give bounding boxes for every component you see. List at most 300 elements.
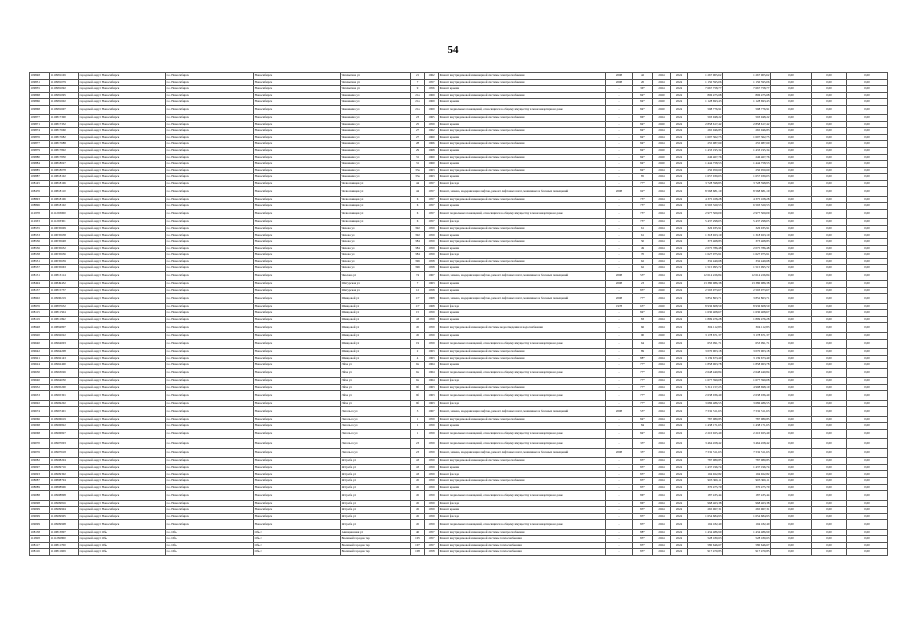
cell-year: 1959 [425,471,439,478]
cell-z2: 0,00 [812,355,847,362]
cell-okrug: городской округ Новосибирск [79,484,166,491]
cell-work: Ремонт внутридомовой инженерной системы электроснабжения [439,79,606,86]
cell-district: Новосибирск [254,391,341,401]
cell-year: 1959 [425,252,439,259]
cell-street: Ястреба ул [341,513,411,520]
cell-y2: 2024 [671,79,688,86]
cell-street: Чехова ул [341,225,411,232]
cell-house: 19 [411,339,425,349]
cell-house: 45 [411,478,425,485]
cell-id: 108896 [30,203,50,210]
cell-y1: 2024 [653,400,671,407]
cell-district: Новосибирск [254,287,341,294]
cell-g2: 75* [633,196,653,203]
cell-house: 1 [411,429,425,439]
cell-z2: 0,00 [812,378,847,385]
cell-code: 1110818078 [50,167,79,174]
cell-g1: 2008 [606,281,633,288]
cell-g1: - [606,323,633,333]
cell-g2: 62 [633,258,653,265]
cell-city: г.о. Новосибирск [166,73,254,80]
cell-okrug: городской округ Новосибирск [79,507,166,514]
table-row [30,209,888,219]
cell-code: 1110909302 [50,471,79,478]
cell-code: 1110963026 [50,368,79,378]
cell-house: 23 [411,115,425,122]
table-body [30,73,888,556]
cell-work: Ремонт подвальных помещений, относящихся к общему имуществу в многоквартирном доме [439,429,606,439]
cell-cost2: 332 449,68 [723,258,771,265]
cell-id: 108557 [30,265,50,272]
cell-work: Ремонт фасада [439,471,606,478]
cell-z1: 0,00 [771,513,812,520]
cell-z1: 0,00 [771,339,812,349]
cell-code: 1110035663 [50,265,79,272]
cell-cost: 1 434 486,99 [688,529,723,536]
cell-z2: 0,00 [812,265,847,272]
cell-district: Новосибирск [254,252,341,259]
cell-y1: 2024 [653,79,671,86]
cell-district: Новосибирск [254,484,341,491]
cell-g1: - [606,458,633,465]
cell-z2: 0,00 [812,471,847,478]
cell-cost: 1 697 362,75 [688,134,723,141]
cell-z2: 0,00 [812,180,847,187]
cell-id: 108157 [30,287,50,294]
cell-y2: 2024 [671,232,688,239]
cell-g1: - [606,167,633,174]
cell-id: 109868 [30,92,50,99]
cell-street: Чаплыгина ул [341,73,411,80]
cell-city: г.о. Новосибирск [166,219,254,226]
cell-street: Чеканкина ул [341,99,411,106]
cell-y2: 2024 [671,147,688,154]
cell-cost2: 304 112,83 [723,323,771,333]
cell-y2: 2024 [671,542,688,549]
cell-id: 109877 [30,115,50,122]
cell-y1: 2024 [653,484,671,491]
cell-house: 7 [411,79,425,86]
cell-house: 9б [411,391,425,401]
cell-work: Ремонт подвальных помещений, относящихся к общему имуществу в многоквартирном доме [439,209,606,219]
cell-okrug: городской округ Новосибирск [79,384,166,391]
cell-z3: 0,00 [847,141,888,148]
cell-g1: - [606,478,633,485]
cell-cost: 806 475,68 [688,92,723,99]
cell-street: Челюскинцев ул [341,219,411,226]
cell-house: 9 [411,86,425,93]
cell-z3: 0,00 [847,225,888,232]
cell-okrug: городской округ Новосибирск [79,423,166,430]
cell-district: Новосибирск [254,232,341,239]
cell-g1: - [606,368,633,378]
cell-work: Ремонт, замена, модернизация лифтов, ремонт лифтовых шахт, машинных и блочных помещений [439,407,606,417]
cell-y1: 2024 [653,378,671,385]
cell-street: Челюскинцев ул [341,209,411,219]
cell-street: Эйхе ул [341,384,411,391]
cell-g2: 85* [633,478,653,485]
cell-code: 1110815737 [50,287,79,294]
cell-z3: 0,00 [847,423,888,430]
cell-code: 1111293301 [50,219,79,226]
cell-id: 109866 [30,99,50,106]
cell-y2: 2024 [671,141,688,148]
cell-z2: 0,00 [812,86,847,93]
cell-z2: 0,00 [812,529,847,536]
cell-y2: 2024 [671,203,688,210]
cell-z2: 0,00 [812,147,847,154]
cell-z3: 0,00 [847,219,888,226]
table-row [30,549,888,556]
cell-okrug: городской округ Новосибирск [79,134,166,141]
cell-g1: - [606,529,633,536]
cell-y1: 2024 [653,458,671,465]
cell-cost: 1 899 476,28 [688,316,723,323]
cell-work: Ремонт крыши [439,316,606,323]
cell-g2: 77* [633,180,653,187]
cell-okrug: городской округ Новосибирск [79,92,166,99]
cell-z3: 0,00 [847,271,888,281]
cell-z2: 0,00 [812,500,847,507]
cell-g2: 85* [633,542,653,549]
cell-code: 1110894807 [50,323,79,333]
cell-cost2: 903 366,11 [723,478,771,485]
cell-work: Ремонт внутридомовой инженерной системы электроснабжения [439,92,606,99]
cell-cost2: 598 776,91 [723,105,771,115]
cell-street: Эйхе ул [341,400,411,407]
cell-cost: 12 614 226,84 [688,271,723,281]
cell-district: Новосибирск [254,121,341,128]
cell-g1: - [606,491,633,501]
cell-z2: 0,00 [812,448,847,458]
cell-cost: 1 654 684,93 [688,513,723,520]
cell-district: Новосибирск [254,203,341,210]
cell-work: Ремонт внутридомовой инженерной системы электроснабжения [439,458,606,465]
cell-house: 1 [411,416,425,423]
cell-okrug: городской округ Новосибирск [79,265,166,272]
cell-work: Ремонт крыши [439,121,606,128]
cell-year: 1959 [425,484,439,491]
cell-year: 1959 [425,238,439,245]
cell-house: 25 [411,121,425,128]
table-row [30,520,888,530]
cell-z1: 0,00 [771,187,812,197]
cell-street: Эйхе ул [341,378,411,385]
cell-g1: - [606,536,633,543]
cell-y2: 2024 [671,128,688,135]
cell-cost: 917 470,85 [688,549,723,556]
cell-work: Ремонт внутридомовой инженерной системы теплоснабжения [439,542,606,549]
cell-district: Новосибирск [254,384,341,391]
cell-street: Энгельса ул [341,448,411,458]
cell-z3: 0,00 [847,187,888,197]
cell-code: 1110811700 [50,542,79,549]
cell-y1: 2024 [653,384,671,391]
cell-year: 1963 [425,167,439,174]
cell-okrug: городской округ Обь [79,529,166,536]
cell-street: Энгельса ул [341,416,411,423]
cell-code: 1110035656 [50,252,79,259]
cell-z2: 0,00 [812,407,847,417]
cell-work: Ремонт крыши [439,147,606,154]
cell-z1: 0,00 [771,219,812,226]
cell-id: 109099 [30,513,50,520]
cell-house: 4 [411,355,425,362]
cell-code: 1110906619 [50,416,79,423]
cell-y1: 2024 [653,141,671,148]
cell-cost2: 250 050,60 [723,167,771,174]
cell-g1: - [606,219,633,226]
table-row [30,448,888,458]
cell-y2: 2024 [671,154,688,161]
cell-y1: 2024 [653,520,671,530]
cell-district: Новосибирск [254,355,341,362]
cell-y2: 2024 [671,478,688,485]
cell-z2: 0,00 [812,310,847,317]
cell-z2: 0,00 [812,134,847,141]
cell-cost2: 2 593 973,67 [723,287,771,294]
cell-year: 1958 [425,287,439,294]
cell-id: 109640 [30,378,50,385]
cell-z3: 0,00 [847,316,888,323]
cell-house: 27 [411,128,425,135]
cell-code: 1110035659 [50,258,79,265]
cell-g2: 42 [633,73,653,80]
cell-code: 1110811504 [50,310,79,317]
cell-z2: 0,00 [812,349,847,356]
cell-year: 1959 [425,491,439,501]
cell-g2: 84* [633,310,653,317]
cell-y2: 2024 [671,287,688,294]
cell-z3: 0,00 [847,458,888,465]
cell-z2: 0,00 [812,549,847,556]
cell-city: г.о. Новосибирск [166,355,254,362]
cell-g1: - [606,115,633,122]
cell-year: 1963 [425,355,439,362]
cell-g2: 66 [633,323,653,333]
cell-z3: 0,00 [847,134,888,141]
cell-okrug: городской округ Новосибирск [79,500,166,507]
cell-year: 1968 [425,294,439,304]
cell-y1: 2024 [653,507,671,514]
cell-street: Челюскинцев ул [341,187,411,197]
cell-city: г.о. Новосибирск [166,349,254,356]
cell-y1: 2024 [653,203,671,210]
cell-code: 1110817802 [50,147,79,154]
cell-district: Новосибирск [254,225,341,232]
cell-cost2: 1 899 476,28 [723,316,771,323]
cell-g2: 84* [633,161,653,168]
cell-work: Ремонт внутридомовой инженерной системы электроснабжения [439,416,606,423]
cell-city: г.о. Новосибирск [166,258,254,265]
cell-cost2: 2 075 786,48 [723,245,771,252]
cell-cost: 968 463,38 [688,500,723,507]
cell-year: 1959 [425,232,439,239]
cell-cost: 8 568 681,19 [688,187,723,197]
cell-house: 6 [411,209,425,219]
cell-okrug: городской округ Новосибирск [79,349,166,356]
cell-city: г.о. Новосибирск [166,238,254,245]
cell-cost: 2 977 509,09 [688,209,723,219]
cell-id: 109871 [30,121,50,128]
cell-z2: 0,00 [812,439,847,449]
cell-y2: 2024 [671,378,688,385]
cell-district: Новосибирск [254,79,341,86]
cell-work: Ремонт, замена, модернизация лифтов, ремонт лифтовых шахт, машинных и блочных помещений [439,448,606,458]
cell-y1: 2020 [653,332,671,339]
cell-z3: 0,00 [847,99,888,106]
cell-y1: 2020 [653,92,671,99]
table-row [30,491,888,501]
cell-city: г.о. Новосибирск [166,378,254,385]
cell-y2: 2024 [671,391,688,401]
cell-district: Новосибирск [254,429,341,439]
cell-y2: 2024 [671,86,688,93]
cell-cost: 1 267 905,62 [688,73,723,80]
cell-g1: - [606,500,633,507]
cell-z1: 0,00 [771,316,812,323]
cell-y2: 2024 [671,180,688,187]
cell-z2: 0,00 [812,141,847,148]
page-number: 54 [447,44,459,56]
cell-okrug: городской округ Новосибирск [79,219,166,226]
cell-district: Новосибирск [254,323,341,333]
cell-city: г.о. Новосибирск [166,491,254,501]
cell-street: Энгельса ул [341,429,411,439]
cell-z1: 0,00 [771,281,812,288]
cell-cost2: 1 858 963,78 [723,362,771,369]
cell-city: г.о. Новосибирск [166,310,254,317]
cell-g2: 49 [633,245,653,252]
cell-house: 384 [411,252,425,259]
cell-id: 108558 [30,252,50,259]
cell-cost2: 7 532 511,63 [723,448,771,458]
cell-y2: 2024 [671,161,688,168]
cell-y2: 2024 [671,484,688,491]
cell-district: Новосибирск [254,378,341,385]
cell-z3: 0,00 [847,310,888,317]
cell-g2: 77* [633,391,653,401]
cell-cost2: 3 139 673,49 [723,355,771,362]
cell-id: 109653 [30,391,50,401]
cell-y1: 2024 [653,391,671,401]
cell-code: 1110990219 [50,294,79,304]
cell-id: 109876 [30,134,50,141]
cell-year: 1963 [425,349,439,356]
cell-z2: 0,00 [812,167,847,174]
cell-code: 1110909816 [50,500,79,507]
cell-cost: 787 080,85 [688,416,723,423]
cell-y2: 2024 [671,464,688,471]
cell-y1: 2024 [653,294,671,304]
cell-city: г.о. Новосибирск [166,294,254,304]
cell-z2: 0,00 [812,121,847,128]
cell-city: г.о. Новосибирск [166,303,254,310]
cell-year: 1959 [425,507,439,514]
cell-y2: 2024 [671,238,688,245]
cell-house: 45 [411,500,425,507]
cell-y1: 2020 [653,303,671,310]
cell-city: г.о. Новосибирск [166,332,254,339]
cell-id: 109848 [30,73,50,80]
cell-cost2: 3 178 671,37 [723,332,771,339]
cell-cost: 653 091,71 [688,339,723,349]
cell-cost: 5 312 157,25 [688,384,723,391]
cell-code: 1110897632 [50,303,79,310]
cell-city: г.о. Новосибирск [166,500,254,507]
cell-okrug: городской округ Новосибирск [79,128,166,135]
cell-district: Новосибирск [254,180,341,187]
cell-work: Ремонт внутридомовой инженерной системы электроснабжения [439,128,606,135]
cell-okrug: городской округ Новосибирск [79,520,166,530]
cell-z3: 0,00 [847,128,888,135]
cell-city: г.о. Новосибирск [166,400,254,407]
cell-z1: 0,00 [771,86,812,93]
cell-z2: 0,00 [812,232,847,239]
cell-y2: 2024 [671,384,688,391]
cell-cost2: 326 935,91 [723,225,771,232]
cell-y1: 2024 [653,513,671,520]
cell-g1: - [606,416,633,423]
cell-code: 1110817682 [50,134,79,141]
cell-street: Чехова ул [341,258,411,265]
cell-work: Ремонт крыши [439,310,606,317]
cell-z1: 0,00 [771,349,812,356]
cell-cost2: 194 182,40 [723,520,771,530]
table-row [30,294,888,304]
cell-work: Ремонт крыши [439,134,606,141]
cell-okrug: городской округ Новосибирск [79,429,166,439]
cell-district: Новосибирск [254,310,341,317]
cell-g1: - [606,252,633,259]
cell-work: Ремонт внутридомовой инженерной системы электроснабжения [439,384,606,391]
cell-street: Чеканкина ул [341,167,411,174]
cell-okrug: городской округ Новосибирск [79,86,166,93]
cell-okrug: городской округ Новосибирск [79,105,166,115]
cell-cost: 3 178 671,37 [688,332,723,339]
cell-year: 1963 [425,384,439,391]
cell-street: Ястреба ул [341,458,411,465]
cell-g2: 84 [633,423,653,430]
cell-cost2: 1 627 075,91 [723,252,771,259]
cell-city: г.о. Новосибирск [166,245,254,252]
cell-okrug: городской округ Новосибирск [79,400,166,407]
cell-z3: 0,00 [847,245,888,252]
cell-district: Новосибирск [254,294,341,304]
cell-street: Шевцовой ул [341,339,411,349]
cell-okrug: городской округ Новосибирск [79,464,166,471]
cell-g2: 84* [633,154,653,161]
cell-z2: 0,00 [812,203,847,210]
cell-code: 1110849452 [50,281,79,288]
cell-year: 1969 [425,99,439,106]
cell-y2: 2024 [671,323,688,333]
cell-okrug: городской округ Новосибирск [79,294,166,304]
cell-work: Ремонт крыши [439,507,606,514]
cell-cost: 593 948,22 [688,115,723,122]
cell-y2: 2024 [671,245,688,252]
cell-z3: 0,00 [847,339,888,349]
cell-okrug: городской округ Новосибирск [79,154,166,161]
cell-cost: 7 532 511,63 [688,448,723,458]
cell-district: Обь г [254,542,341,549]
cell-y1: 2024 [653,73,671,80]
cell-z1: 0,00 [771,167,812,174]
cell-work: Ремонт крыши [439,281,606,288]
cell-code: 1110811609 [50,549,79,556]
cell-okrug: городской округ Новосибирск [79,332,166,339]
cell-year: 1969 [425,105,439,115]
